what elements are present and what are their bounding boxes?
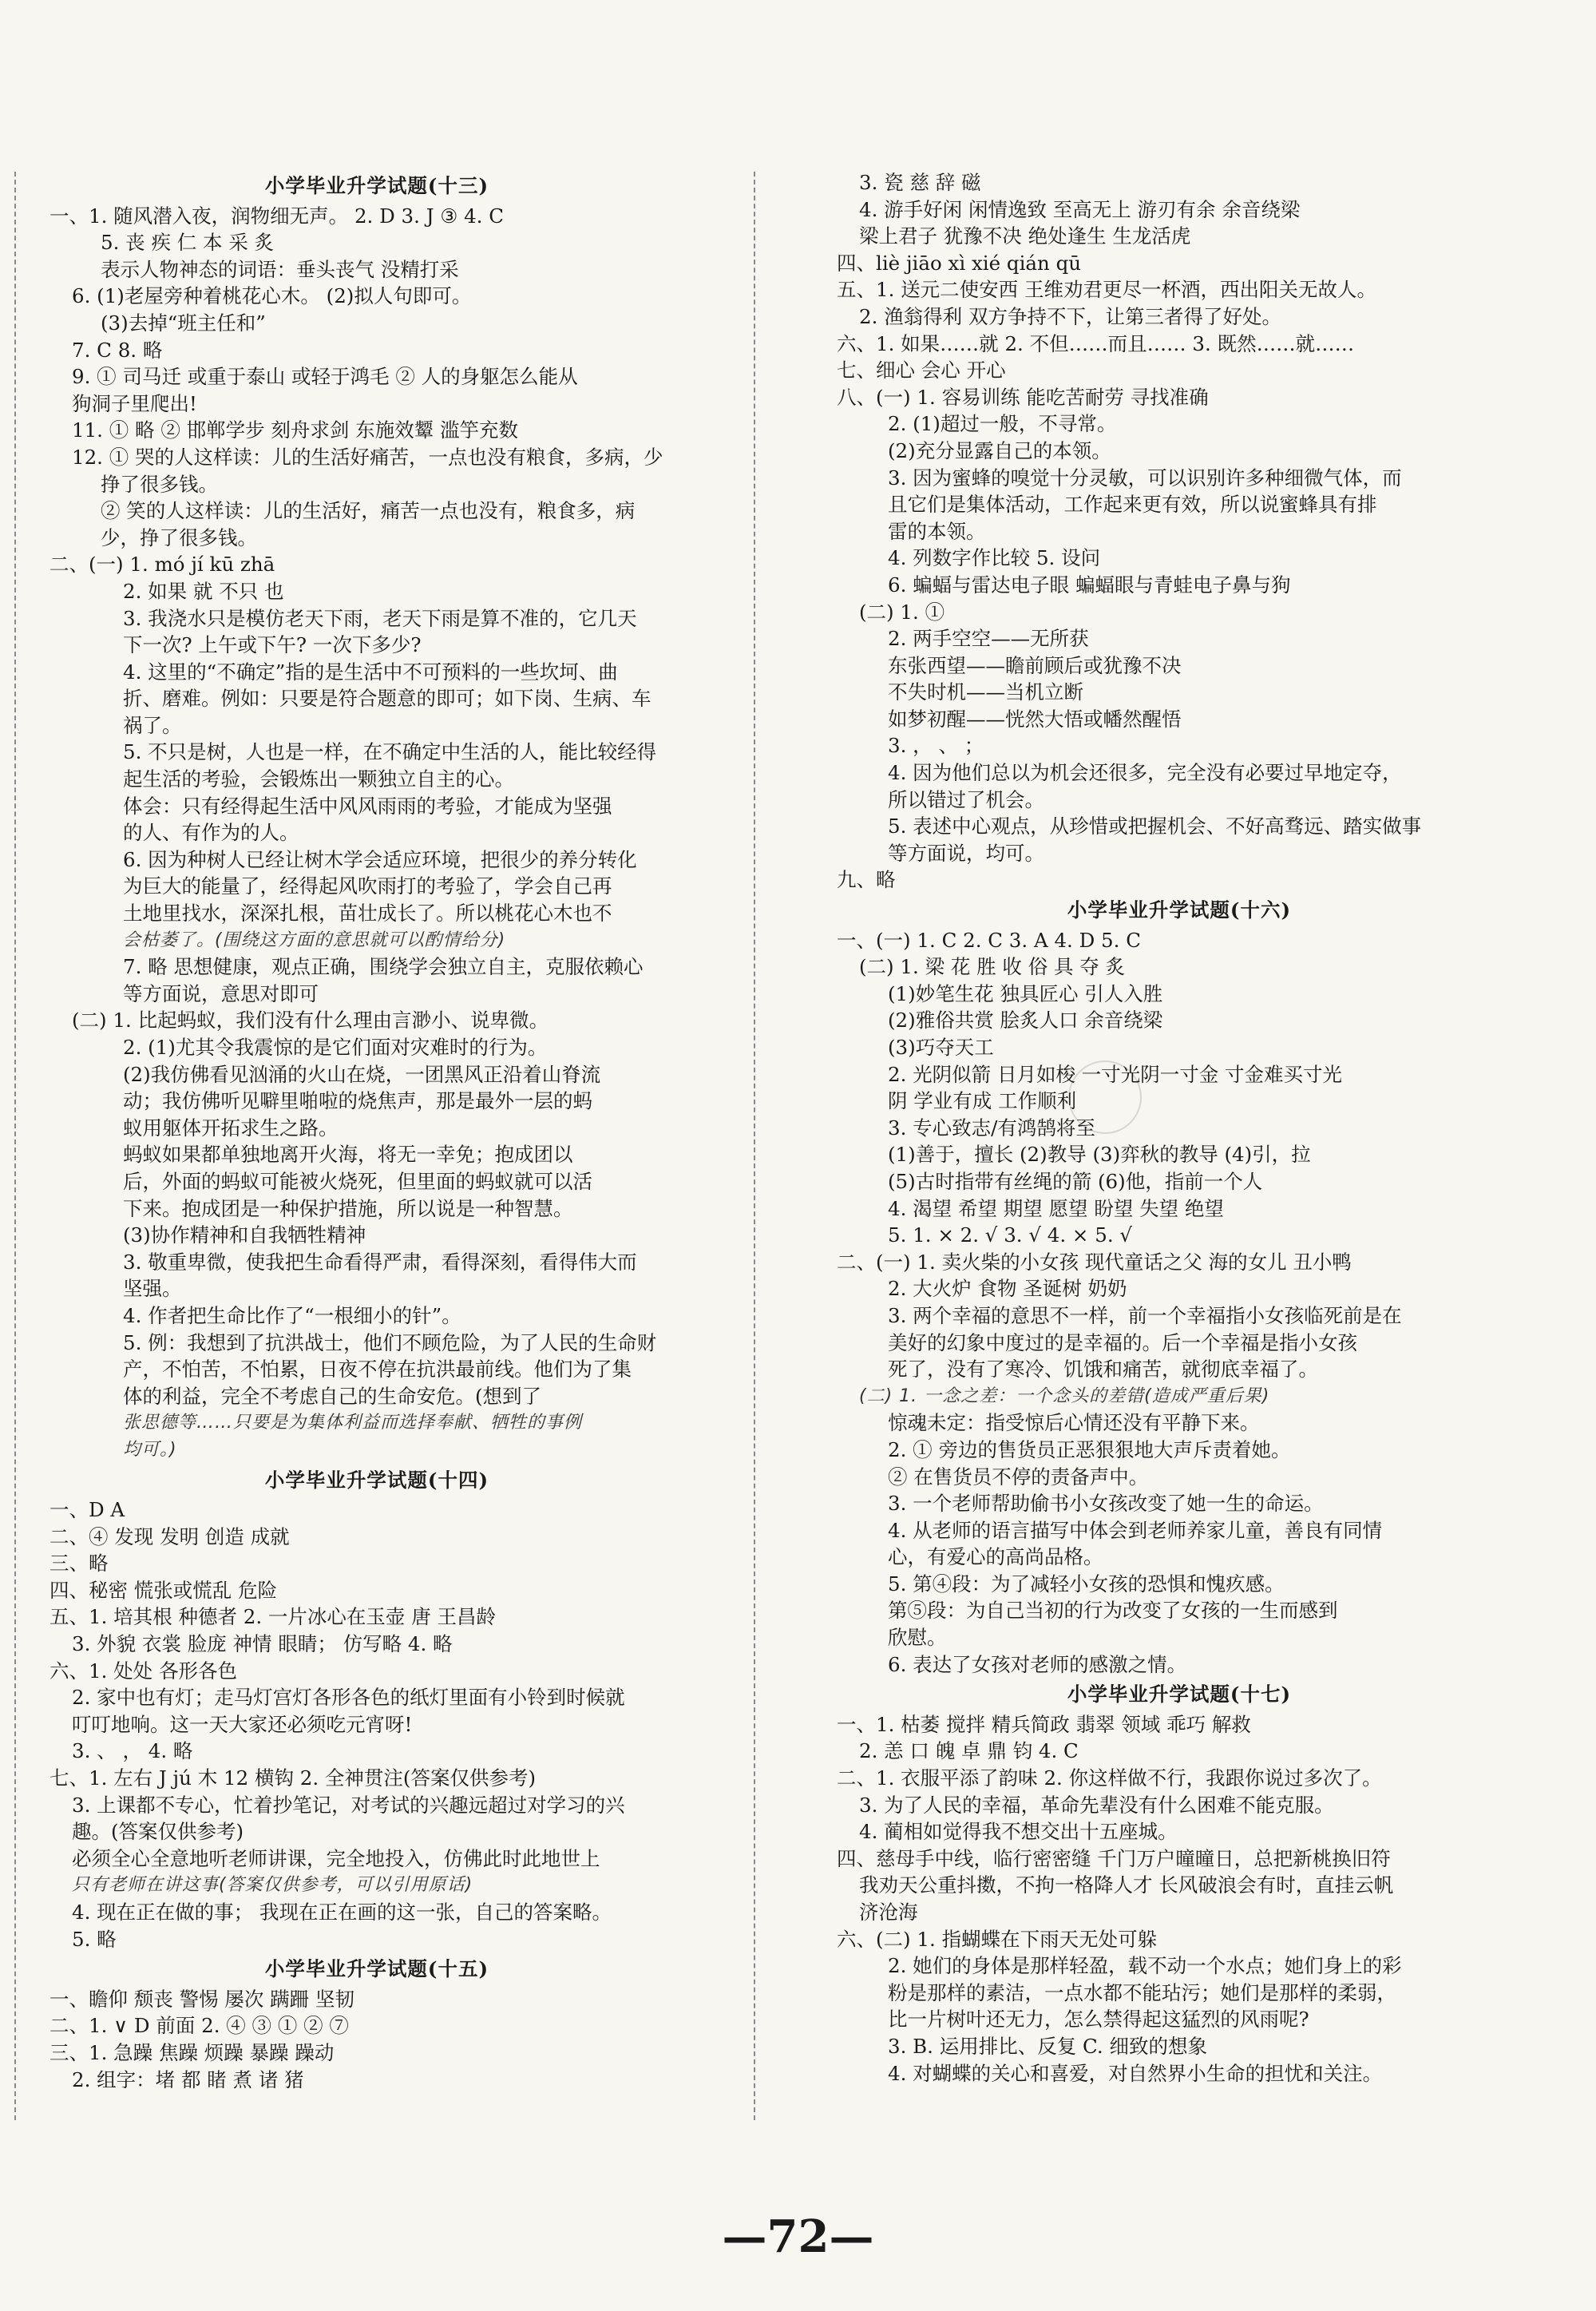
answer-line: 狗洞子里爬出!: [72, 391, 197, 415]
answer-line: 9. ① 司马迁 或重于泰山 或轻于鸿毛 ② 人的身躯怎么能从: [72, 365, 578, 389]
answer-line: 且它们是集体活动，工作起来更有效，所以说蜜蜂具有排: [888, 493, 1377, 517]
answer-line: 4. 现在正在做的事； 我现在正在画的这一张，自己的答案略。: [72, 1901, 612, 1924]
answer-line: 3. 为了人民的幸福，革命先辈没有什么困难不能克服。: [859, 1793, 1334, 1817]
answer-line: 均可。): [123, 1439, 177, 1460]
answer-line: 产，不怕苦，不怕累，日夜不停在抗洪最前线。他们为了集: [123, 1358, 632, 1381]
answer-line: 七、1. 左右 J jú 木 12 横钩 2. 全神贯注(答案仅供参考): [50, 1766, 537, 1790]
answer-line: 7. C 8. 略: [72, 338, 163, 362]
answer-line: 3. ， 、 ；: [888, 734, 984, 758]
answer-line: 趣。(答案仅供参考): [72, 1820, 244, 1844]
answer-line: 九、略: [837, 868, 896, 892]
answer-line: 六、1. 处处 各形各色: [50, 1659, 237, 1683]
section-title: 小学毕业升学试题(十三): [264, 174, 489, 197]
left-answer-column: [50, 169, 704, 2093]
section-title: 小学毕业升学试题(十七): [1067, 1683, 1292, 1706]
answer-line: 五、1. 送元二使安西 王维劝君更尽一杯酒，西出阳关无故人。: [837, 278, 1376, 302]
answer-line: 心，有爱心的高尚品格。: [888, 1545, 1103, 1569]
answer-line: 12. ① 哭的人这样读：儿的生活好痛苦，一点也没有粮食，多病，少: [72, 445, 663, 469]
answer-line: 八、(一) 1. 容易训练 能吃苦耐劳 寻找准确: [837, 385, 1209, 409]
answer-line: 4. 游手好闲 闲情逸致 至高无上 游刃有余 余音绕梁: [859, 197, 1301, 221]
answer-line: 起生活的考验，会锻炼出一颗独立自主的心。: [123, 767, 514, 791]
right-answer-column: [837, 169, 1522, 2087]
answer-line: 六、(二) 1. 指蝴蝶在下雨天无处可躲: [837, 1927, 1158, 1951]
answer-line: 下来。抱成团是一种保护措施，所以说是一种智慧。: [123, 1196, 573, 1220]
answer-line: 5. 第④段：为了减轻小女孩的恐惧和愧疚感。: [888, 1572, 1285, 1596]
answer-line: 2. 光阴似箭 日月如梭 一寸光阴一寸金 寸金难买寸光: [888, 1062, 1343, 1086]
answer-line: 四、liè jiāo xì xié qián qū: [837, 251, 1082, 275]
answer-line: 所以错过了机会。: [888, 787, 1044, 811]
answer-line: 必须全心全意地听老师讲课，完全地投入，仿佛此时此地世上: [72, 1846, 600, 1870]
answer-line: 2. 组字：堵 都 睹 煮 诸 猪: [72, 2067, 304, 2091]
answer-line: (二) 1. 比起蚂蚁，我们没有什么理由言渺小、说卑微。: [72, 1009, 549, 1033]
answer-line: 比一片树叶还无力，怎么禁得起这猛烈的风雨呢?: [888, 2008, 1309, 2032]
answer-line: 第⑤段：为自己当初的行为改变了女孩的一生而感到: [888, 1599, 1338, 1623]
answer-line: 祸了。: [123, 713, 182, 737]
answer-line: 阴 学业有成 工作顺利: [888, 1089, 1077, 1113]
answer-line: 二、1. ∨ D 前面 2. ④ ③ ① ② ⑦: [50, 2014, 349, 2038]
answer-line: 挣了很多钱。: [101, 472, 218, 496]
answer-line: 4. 蔺相如觉得我不想交出十五座城。: [859, 1820, 1178, 1844]
answer-line: 3. 、 ， 4. 略: [72, 1739, 193, 1763]
answer-line: (1)善于，擅长 (2)教导 (3)弈秋的教导 (4)引，拉: [888, 1143, 1311, 1167]
answer-line: 欣慰。: [888, 1626, 947, 1650]
answer-line: 二、(一) 1. mó jí kū zhā: [50, 553, 275, 577]
answer-line: 一、瞻仰 颓丧 警惕 屡次 蹒跚 坚韧: [50, 1987, 354, 2011]
answer-line: 二、1. 衣服平添了韵味 2. 你这样做不行，我跟你说过多次了。: [837, 1766, 1382, 1790]
left-margin-divider: [14, 172, 16, 2120]
answer-line: 等方面说，意思对即可: [123, 981, 319, 1005]
answer-line: 2. 她们的身体是那样轻盈，载不动一个水点；她们身上的彩: [888, 1954, 1402, 1978]
answer-line: 7. 略 思想健康，观点正确，围绕学会独立自主，克服依赖心: [123, 955, 644, 979]
answer-line: 3. 一个老师帮助偷书小女孩改变了她一生的命运。: [888, 1492, 1324, 1516]
answer-line: 4. 对蝴蝶的关心和喜爱，对自然界小生命的担忧和关注。: [888, 2061, 1383, 2085]
answer-line: (2)我仿佛看见汹涌的火山在烧，一团黑风正沿着山脊流: [123, 1062, 601, 1086]
answer-line: 6. (1)老屋旁种着桃花心木。 (2)拟人句即可。: [72, 284, 472, 308]
answer-line: 坚强。: [123, 1277, 182, 1301]
answer-line: 六、1. 如果……就 2. 不但……而且…… 3. 既然……就……: [837, 331, 1355, 355]
answer-line: 三、1. 急躁 焦躁 烦躁 暴躁 躁动: [50, 2040, 335, 2064]
answer-line: 2. 如果 就 不只 也: [123, 579, 284, 603]
answer-line: 表示人物神态的词语：垂头丧气 没精打采: [101, 257, 459, 281]
answer-line: 3. B. 运用排比、反复 C. 细致的想象: [888, 2034, 1207, 2058]
answer-line: 七、细心 会心 开心: [837, 359, 1006, 383]
answer-line: 6. 表达了女孩对老师的感激之情。: [888, 1652, 1187, 1676]
answer-line: 惊魂未定：指受惊后心情还没有平静下来。: [888, 1411, 1260, 1435]
answer-line: 我劝天公重抖擞，不拘一格降人才 长风破浪会有时，直挂云帆: [859, 1873, 1394, 1897]
answer-line: ② 在售货员不停的责备声中。: [888, 1465, 1149, 1488]
answer-line: 不失时机——当机立断: [888, 680, 1083, 704]
answer-line: 2. 家中也有灯；走马灯宫灯各形各色的纸灯里面有小铃到时候就: [72, 1686, 625, 1710]
answer-line: 死了，没有了寒冷、饥饿和痛苦，就彻底幸福了。: [888, 1358, 1318, 1381]
answer-line: (5)古时指带有丝绳的箭 (6)他，指前一个人: [888, 1169, 1263, 1193]
answer-line: (3)去掉“班主任和”: [101, 311, 266, 335]
answer-line: 只有老师在讲这事(答案仅供参考，可以引用原话): [72, 1875, 473, 1896]
answer-line: 3. 瓷 慈 辞 磁: [859, 171, 981, 194]
answer-line: 二、(一) 1. 卖火柴的小女孩 现代童话之父 海的女儿 丑小鸭: [837, 1250, 1352, 1274]
answer-line: 5. 1. × 2. √ 3. √ 4. × 5. √: [888, 1223, 1133, 1247]
answer-line: 折、磨难。例如：只要是符合题意的即可；如下岗、生病、车: [123, 687, 651, 711]
section-title: 小学毕业升学试题(十五): [264, 1957, 489, 1981]
answer-line: 五、1. 培其根 种德者 2. 一片冰心在玉壶 唐 王昌龄: [50, 1605, 496, 1629]
answer-line: 为巨大的能量了，经得起风吹雨打的考验了，学会自己再: [123, 874, 612, 898]
answer-line: (2)充分显露自己的本领。: [888, 438, 1111, 462]
answer-line: 蚂蚁如果都单独地离开火海，将无一幸免；抱成团以: [123, 1143, 573, 1167]
answer-line: (3)协作精神和自我牺牲精神: [123, 1223, 366, 1247]
answer-line: 4. 作者把生命比作了“一根细小的针”。: [123, 1303, 461, 1327]
answer-line: 2. 两手空空——无所获: [888, 627, 1089, 651]
answer-line: 4. 渴望 希望 期望 愿望 盼望 失望 绝望: [888, 1196, 1224, 1220]
answer-line: 一、D A: [50, 1498, 125, 1522]
answer-line: 3. 外貌 衣裳 脸庞 神情 眼睛； 仿写略 4. 略: [72, 1632, 453, 1656]
answer-line: 4. 因为他们总以为机会还很多，完全没有必要过早地定夺，: [888, 761, 1402, 785]
answer-line: 会枯萎了。(围绕这方面的意思就可以酌情给分): [123, 930, 506, 950]
answer-line: 4. 从老师的语言描写中体会到老师养家儿童，善良有同情: [888, 1518, 1383, 1542]
answer-line: 一、1. 枯萎 搅拌 精兵简政 翡翠 领域 乖巧 解救: [837, 1712, 1251, 1736]
answer-line: (2)雅俗共赏 脍炙人口 余音绕梁: [888, 1009, 1163, 1033]
answer-line: ② 笑的人这样读：儿的生活好，痛苦一点也没有，粮食多，病: [101, 499, 636, 523]
answer-line: 叮叮地响。这一天大家还必须吃元宵呀!: [72, 1712, 413, 1736]
answer-line: 的人、有作为的人。: [123, 821, 299, 845]
answer-line: 2. (1)尤其令我震惊的是它们面对灾难时的行为。: [123, 1036, 548, 1059]
answer-line: 一、(一) 1. C 2. C 3. A 4. D 5. C: [837, 928, 1141, 952]
answer-line: 后，外面的蚂蚁可能被火烧死，但里面的蚂蚁就可以活: [123, 1169, 592, 1193]
answer-line: 5. 略: [72, 1927, 117, 1951]
answer-line: 3. 两个幸福的意思不一样，前一个幸福指小女孩临死前是在: [888, 1303, 1402, 1327]
answer-line: 四、慈母手中线，临行密密缝 千门万户曈曈日，总把新桃换旧符: [837, 1846, 1391, 1870]
answer-line: (二) 1. ①: [859, 600, 945, 624]
answer-line: 美好的幻象中度过的是幸福的。后一个幸福是指小女孩: [888, 1330, 1357, 1354]
answer-line: 梁上君子 犹豫不决 绝处逢生 生龙活虎: [859, 224, 1191, 248]
section-title: 小学毕业升学试题(十四): [264, 1468, 489, 1492]
answer-line: 雷的本领。: [888, 519, 986, 543]
answer-line: 5. 表述中心观点，从珍惜或把握机会、不好高骛远、踏实做事: [888, 815, 1422, 838]
answer-line: 三、略: [50, 1552, 109, 1576]
answer-line: 济沧海: [859, 1901, 918, 1924]
answer-line: 等方面说，均可。: [888, 841, 1044, 865]
answer-line: 少，挣了很多钱。: [101, 525, 257, 549]
answer-line: 6. 蝙蝠与雷达电子眼 蝙蝠眼与青蛙电子鼻与狗: [888, 573, 1291, 597]
answer-line: 3. 我浇水只是模仿老天下雨，老天下雨是算不准的，它几天: [123, 606, 637, 630]
answer-line: 二、④ 发现 发明 创造 成就: [50, 1524, 290, 1548]
answer-line: 5. 不只是树，人也是一样，在不确定中生活的人，能比较经得: [123, 740, 657, 764]
answer-line: 一、1. 随风潜入夜，润物细无声。 2. D 3. J ③ 4. C: [50, 204, 504, 228]
answer-line: 3. 专心致志/有鸿鹄将至: [888, 1116, 1095, 1140]
answer-line: 土地里找水，深深扎根，苗壮成长了。所以桃花心木也不: [123, 902, 612, 926]
answer-line: 4. 这里的“不确定”指的是生活中不可预料的一些坎坷、曲: [123, 660, 618, 684]
answer-line: 粉是那样的素洁，一点水都不能玷污；她们是那样的柔弱，: [888, 1980, 1396, 2004]
answer-line: 张思德等……只要是为集体利益而选择奉献、牺牲的事例: [123, 1413, 583, 1433]
answer-line: (二) 1. 一念之差：一个念头的差错(造成严重后果): [859, 1385, 1270, 1406]
answer-line: 四、秘密 慌张或慌乱 危险: [50, 1578, 278, 1602]
page-number: —72—: [722, 2210, 874, 2263]
answer-line: (二) 1. 梁 花 胜 收 俗 具 夺 炙: [859, 955, 1126, 979]
answer-line: 2. (1)超过一般，不寻常。: [888, 412, 1117, 436]
answer-line: 6. 因为种树人已经让树木学会适应环境，把很少的养分转化: [123, 847, 637, 871]
answer-line: 11. ① 略 ② 邯郸学步 刻舟求剑 东施效颦 滥竽充数: [72, 418, 518, 442]
answer-line: 体会：只有经得起生活中风风雨雨的考验，才能成为坚强: [123, 794, 612, 818]
answer-line: 5. 丧 疾 仁 本 采 炙: [101, 231, 275, 255]
section-title: 小学毕业升学试题(十六): [1067, 898, 1292, 922]
answer-line: 2. 渔翁得利 双方争持不下，让第三者得了好处。: [859, 304, 1281, 328]
answer-line: 3. 因为蜜蜂的嗅觉十分灵敏，可以识别许多种细微气体，而: [888, 466, 1402, 490]
answer-line: 如梦初醒——恍然大悟或幡然醒悟: [888, 707, 1182, 731]
answer-line: (3)巧夺天工: [888, 1036, 994, 1059]
answer-line: 2. ① 旁边的售货员正恶狠狠地大声斥责着她。: [888, 1437, 1291, 1461]
answer-line: 3. 敬重卑微，使我把生命看得严肃，看得深刻，看得伟大而: [123, 1250, 637, 1274]
answer-line: 4. 列数字作比较 5. 设问: [888, 546, 1101, 570]
answer-line: 2. 大火炉 食物 圣诞树 奶奶: [888, 1277, 1127, 1301]
answer-line: 动；我仿佛听见噼里啪啦的烧焦声，那是最外一层的蚂: [123, 1089, 592, 1113]
answer-line: 2. 恙 口 魄 卓 鼎 钧 4. C: [859, 1739, 1079, 1763]
answer-line: 蚁用躯体开拓求生之路。: [123, 1116, 339, 1140]
answer-line: 下一次? 上午或下午? 一次下多少?: [123, 633, 422, 657]
answer-line: 5. 例：我想到了抗洪战士，他们不顾危险，为了人民的生命财: [123, 1330, 657, 1354]
answer-line: (1)妙笔生花 独具匠心 引人入胜: [888, 981, 1163, 1005]
answer-line: 3. 上课都不专心，忙着抄笔记，对考试的兴趣远超过对学习的兴: [72, 1793, 625, 1817]
answer-line: 东张西望——瞻前顾后或犹豫不决: [888, 653, 1182, 677]
column-divider: [754, 172, 755, 2120]
answer-line: 体的利益，完全不考虑自己的生命安危。(想到了: [123, 1384, 542, 1408]
